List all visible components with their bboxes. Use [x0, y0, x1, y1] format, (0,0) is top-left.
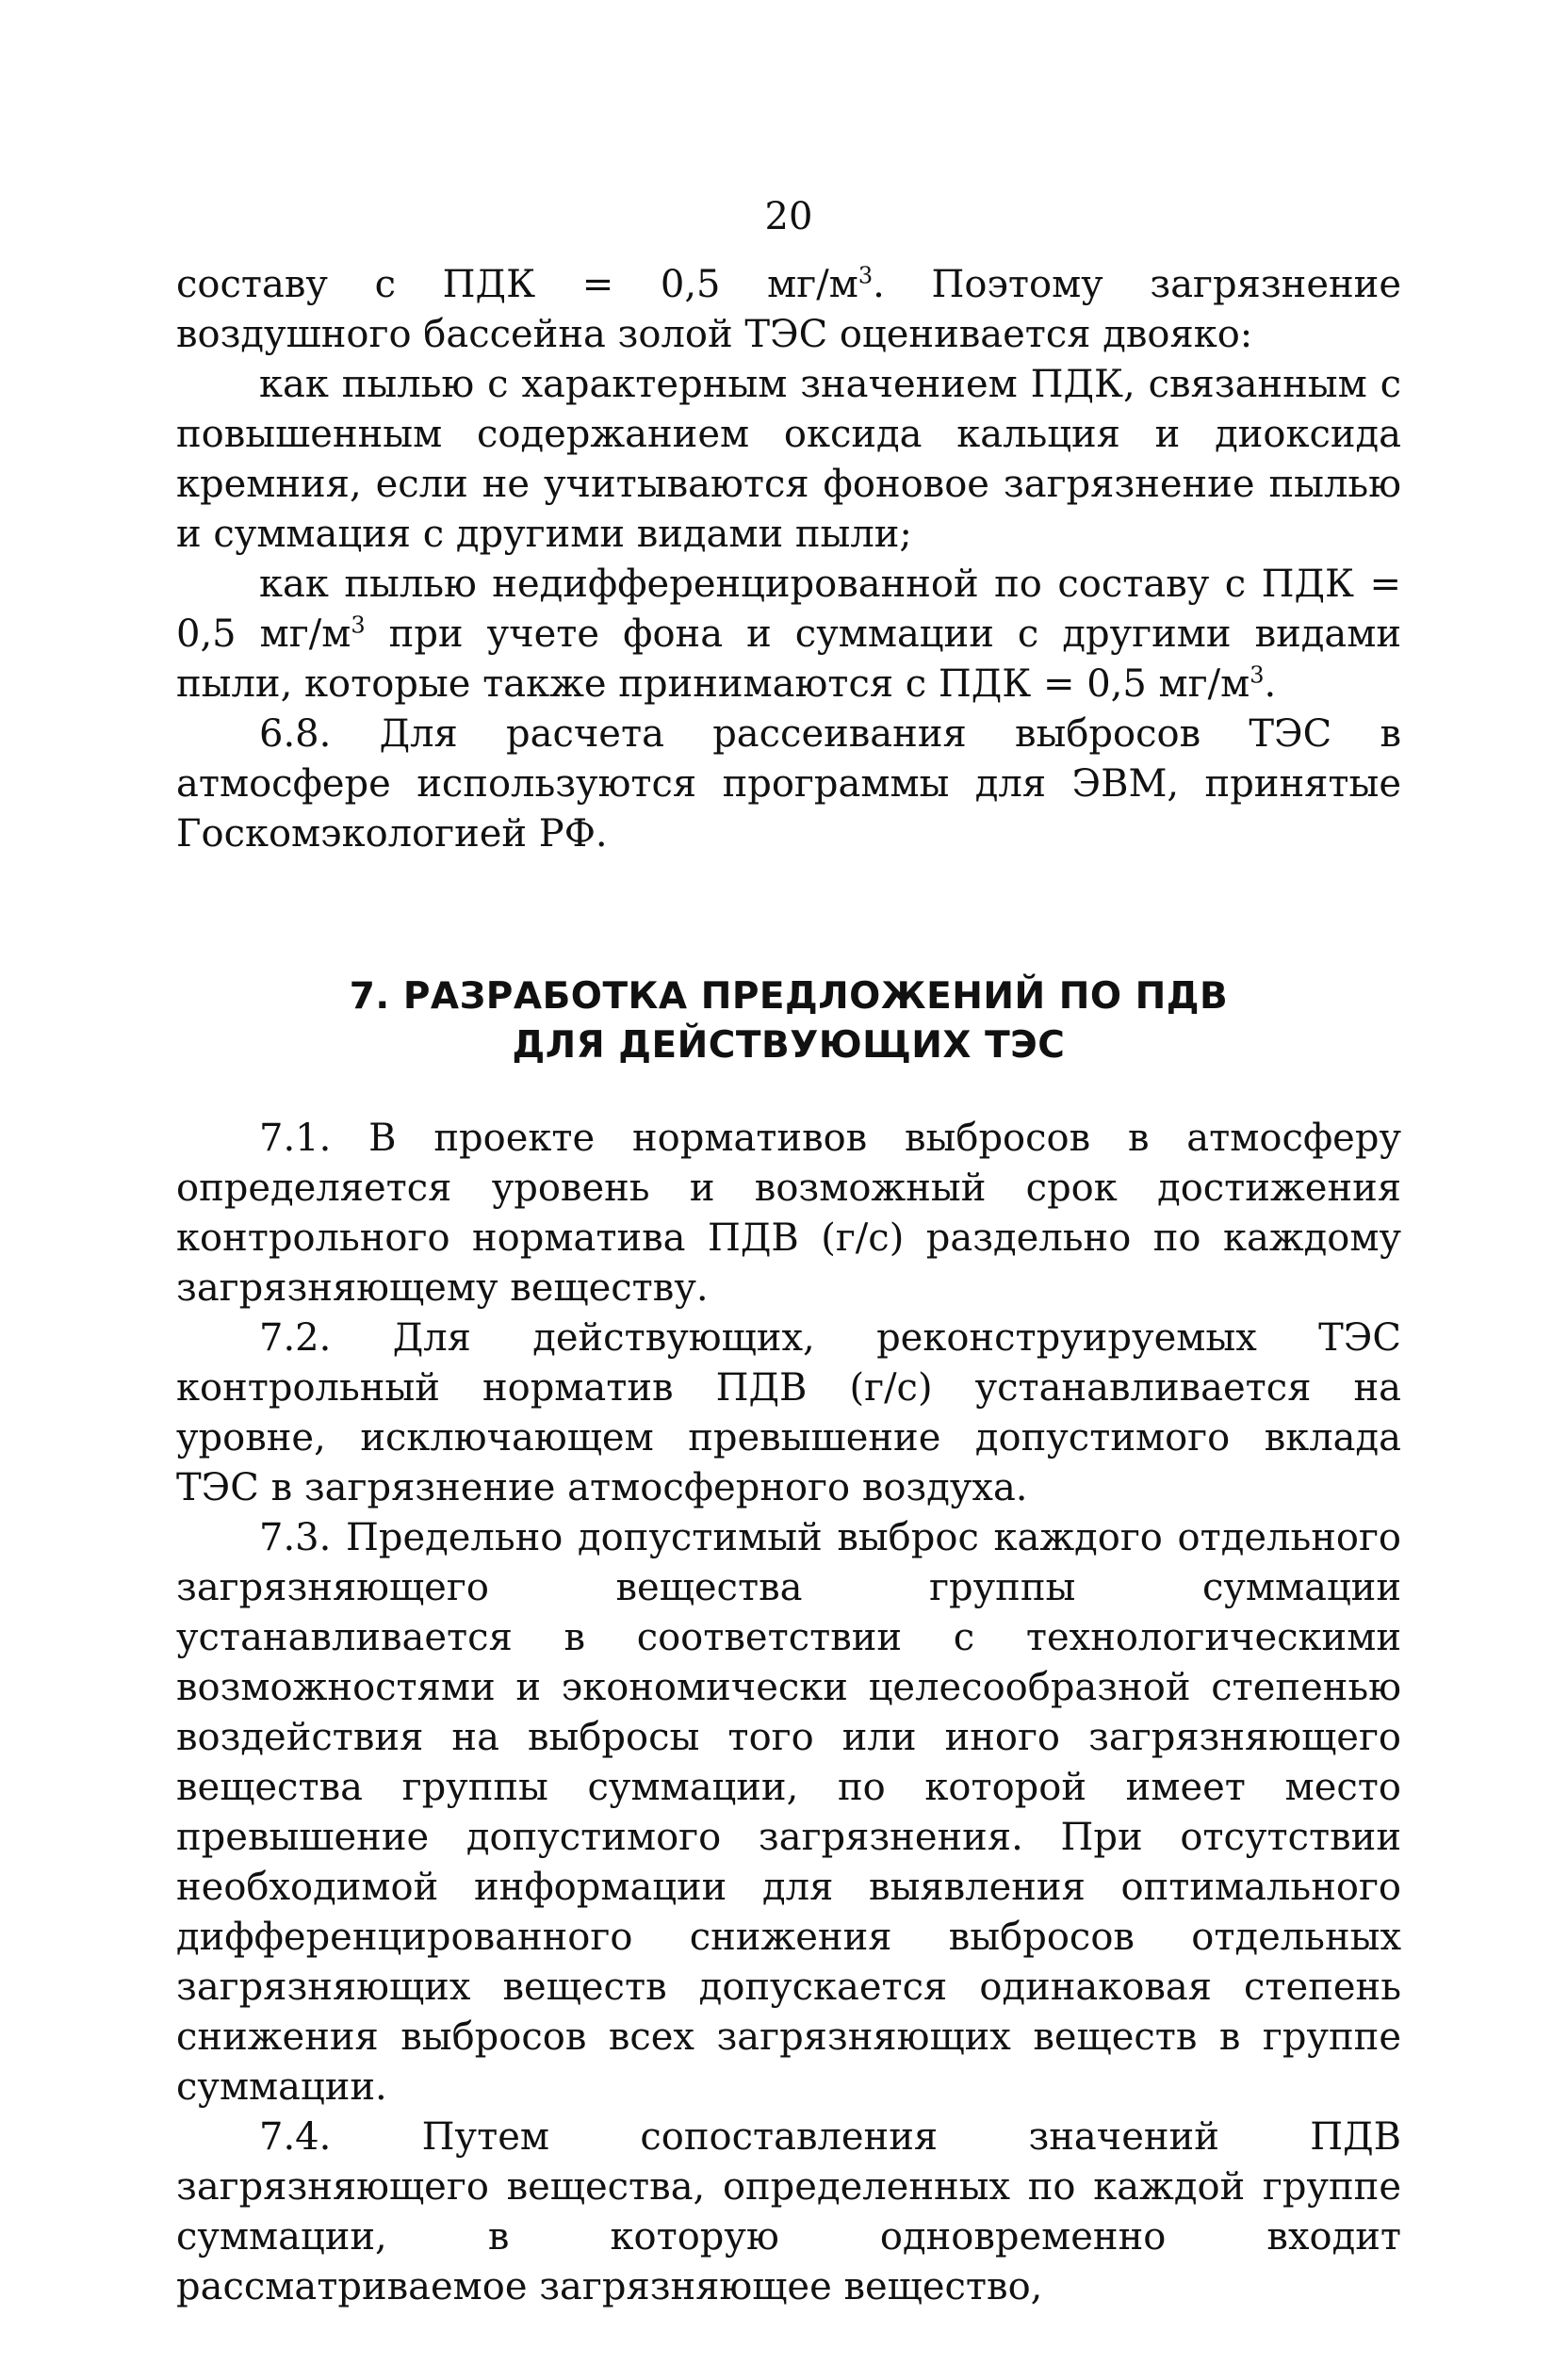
- superscript: 3: [1250, 661, 1265, 689]
- paragraph-text: составу с ПДК = 0,5 мг/м: [176, 263, 858, 306]
- spacer: [176, 1070, 1401, 1114]
- page-number: 20: [764, 195, 813, 238]
- paragraph-7-2: 7.2. Для действующих, реконструируемых ТЭС контрольный норматив ПДВ (г/с) устанавливается на уровне, исключающем превышение допустимого вклада ТЭС в загрязнение атмосферного воздуха.: [176, 1316, 1401, 1509]
- paragraph-7-3: 7.3. Предельно допустимый выброс каждого отдельного загрязняющего вещества группы суммации устанавливается в соответствии с технологическими возможностями и экономически целесообразной степенью воздействия на выбросы того или иного загрязняющего вещества группы суммации, по которой имеет место превышение допустимого загрязнения. При отсутствии необходимой информации для выявления оптимального дифференцированного снижения выбросов отдельных загрязняющих веществ допускается одинаковая степень снижения выбросов всех загрязняющих веществ в группе суммации.: [176, 1516, 1401, 2109]
- paragraph-text-after: . Поэтому загрязнение воздушного бассейна золой ТЭС оценивается двояко:: [176, 263, 1401, 356]
- superscript: 3: [351, 612, 366, 639]
- paragraph-7-4: 7.4. Путем сопоставления значений ПДВ загрязняющего вещества, определенных по каждой группе суммации, в которую одновременно входит рассматриваемое загрязняющее вещество,: [176, 2115, 1401, 2308]
- paragraph-text-mid: при учете фона и суммации с другими видами пыли, которые также принимаются с ПДК = 0,5 мг/м: [176, 612, 1401, 706]
- section-heading-line2: ДЛЯ ДЕЙСТВУЮЩИХ ТЭС: [512, 1024, 1066, 1067]
- paragraph-continuation: [176, 260, 1401, 360]
- paragraph-dust-characteristic: как пылью с характерным значением ПДК, связанным с повышенным содержанием оксида кальция и диоксида кремния, если не учитываются фоновое загрязнение пылью и суммация с другими видами пыли;: [176, 363, 1401, 556]
- paragraph-text: как пылью недифференцированной по составу с ПДК = 0,5 мг/м: [176, 563, 1401, 656]
- superscript: 3: [858, 262, 874, 289]
- section-heading-line1: 7. РАЗРАБОТКА ПРЕДЛОЖЕНИЙ ПО ПДВ: [349, 975, 1229, 1018]
- paragraph-text-after: .: [1264, 662, 1277, 706]
- section-heading: [176, 972, 1401, 1070]
- paragraph-7-1: 7.1. В проекте нормативов выбросов в атмосферу определяется уровень и возможный срок достижения контрольного норматива ПДВ (г/с) раздельно по каждому загрязняющему веществу.: [176, 1117, 1401, 1310]
- paragraph-dust-undifferentiated: [176, 560, 1401, 710]
- paragraph-6-8: 6.8. Для расчета рассеивания выбросов ТЭС в атмосфере используются программы для ЭВМ, принятые Госкомэкологией РФ.: [176, 712, 1401, 856]
- spacer: [176, 859, 1401, 972]
- document-page: [176, 188, 1401, 2312]
